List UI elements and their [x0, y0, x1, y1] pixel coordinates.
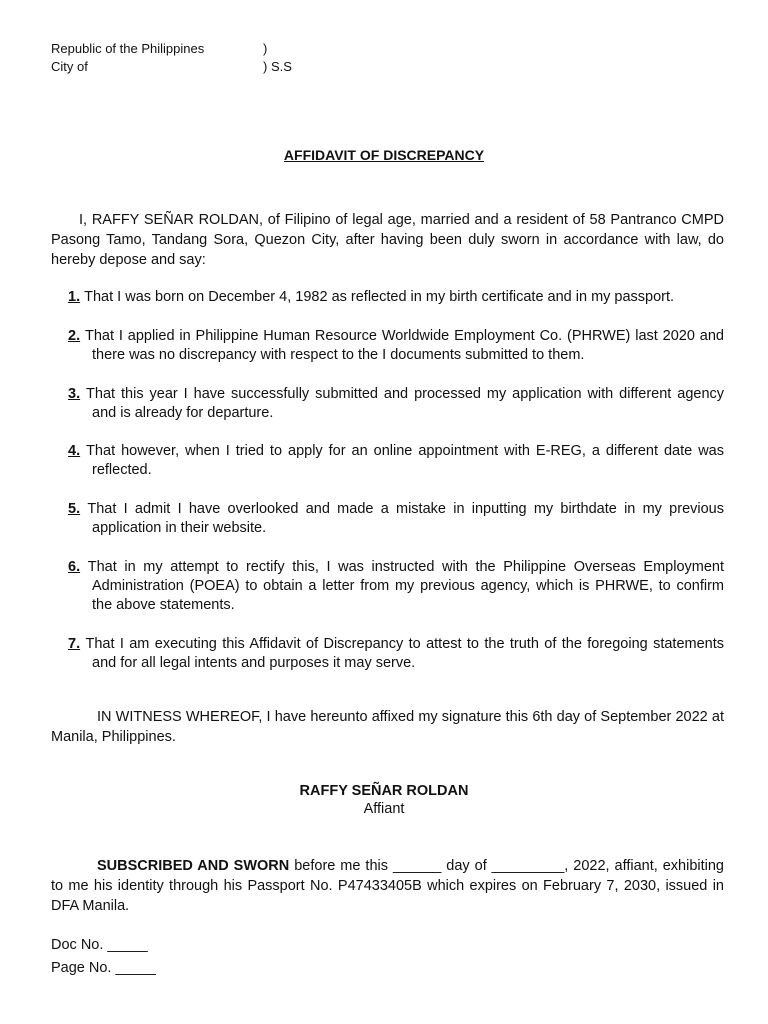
- venue-republic: Republic of the Philippines: [51, 41, 205, 56]
- affiant-block: [0, 782, 768, 818]
- page-number-line: Page No. _____: [51, 960, 156, 976]
- item-text: That in my attempt to rectify this, I was instructed with the Philippine Overseas Employment Administration (POEA) to obtain a letter from my previous agency, which is PHRWE, to confirm the above statements.: [87, 559, 724, 613]
- item-text: That I admit I have overlooked and made a mistake in inputting my birthdate in my previous application in their website.: [87, 501, 724, 536]
- item-number: 1.: [68, 289, 81, 305]
- item-text: That however, when I tried to apply for an online appointment with E-REG, a different date was reflected.: [86, 443, 724, 478]
- list-item: [68, 442, 724, 480]
- document-title: AFFIDAVIT OF DISCREPANCY: [283, 147, 485, 163]
- item-text: That this year I have successfully submitted and processed my application with different agency and is already for departure.: [86, 386, 725, 421]
- venue-ss: ) S.S: [263, 59, 292, 74]
- list-item: [68, 500, 724, 538]
- item-number: 3.: [68, 386, 81, 402]
- jurat-text: before me this ______ day of _________, 2022, affiant, exhibiting to me his identity through his Passport No. P47433405B which expires on February 7, 2030, issued in DFA Manila.: [51, 858, 724, 914]
- item-text: That I was born on December 4, 1982 as reflected in my birth certificate and in my passport.: [84, 289, 675, 305]
- jurat-paragraph: [51, 856, 724, 916]
- item-number: 7.: [68, 636, 81, 652]
- list-item: [68, 635, 724, 673]
- item-text: That I applied in Philippine Human Resource Worldwide Employment Co. (PHRWE) last 2020 and there was no discrepancy with respect to the I documents submitted to them.: [84, 328, 724, 363]
- intro-paragraph: I, RAFFY SEÑAR ROLDAN, of Filipino of legal age, married and a resident of 58 Pantranco CMPD Pasong Tamo, Tandang Sora, Quezon City, after having been duly sworn in accordance with law, do hereby depose and say:: [51, 212, 724, 268]
- item-number: 5.: [68, 501, 81, 517]
- list-item: [68, 558, 724, 615]
- list-item: [68, 385, 724, 423]
- venue-block: [51, 40, 292, 76]
- venue-paren-1: ): [263, 41, 268, 56]
- item-text: That I am executing this Affidavit of Discrepancy to attest to the truth of the foregoing statements and for all legal intents and purposes it may serve.: [85, 636, 725, 671]
- witness-paragraph: IN WITNESS WHEREOF, I have hereunto affixed my signature this 6th day of September 2022 at Manila, Philippines.: [51, 709, 724, 745]
- list-item: [68, 327, 724, 365]
- list-item: [68, 288, 724, 307]
- item-number: 2.: [68, 328, 81, 344]
- item-number: 4.: [68, 443, 81, 459]
- venue-city: City of: [51, 59, 88, 74]
- affiant-name: RAFFY SEÑAR ROLDAN: [299, 783, 469, 799]
- doc-number-line: Doc No. _____: [51, 937, 148, 953]
- jurat-lead: SUBSCRIBED AND SWORN: [97, 858, 290, 874]
- item-number: 6.: [68, 559, 81, 575]
- affiant-label: Affiant: [363, 801, 405, 817]
